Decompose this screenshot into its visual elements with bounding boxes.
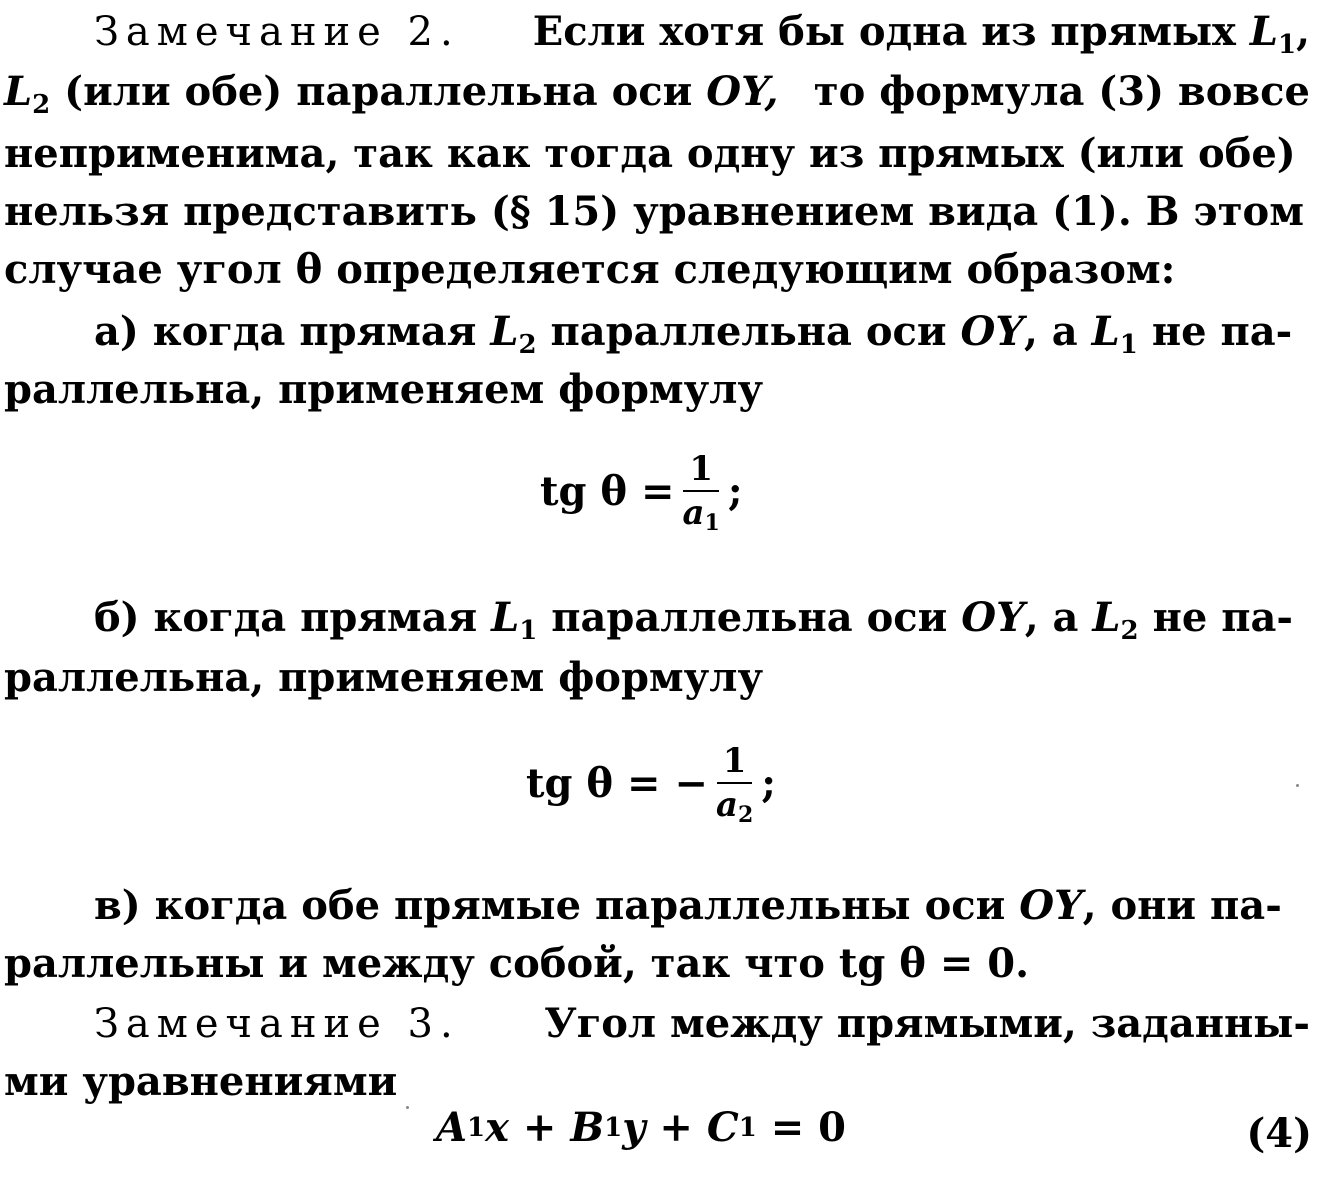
- case-c-text-2: , они па-: [1082, 882, 1282, 929]
- case-b-L-other-sub: 2: [1120, 616, 1139, 646]
- case-a-axis-OY: OY: [960, 308, 1024, 355]
- case-b-L-other-letter: L: [1092, 594, 1121, 641]
- case-a-text-4: не па-: [1151, 308, 1293, 355]
- case-b-axis-OY: OY: [961, 594, 1025, 641]
- formula-a: [540, 448, 743, 534]
- case-c-axis-OY: OY: [1019, 882, 1083, 929]
- eq-C: C: [706, 1104, 739, 1151]
- line-L1: [1249, 8, 1297, 60]
- formula-b-end: ;: [761, 759, 777, 807]
- remark2-line-5: случае угол θ определяется следующим образом:: [4, 246, 1176, 293]
- formula-a-numerator: 1: [683, 448, 719, 492]
- case-a-line-L: [490, 308, 537, 360]
- case-b-line-L: [491, 594, 538, 646]
- eq-y: y +: [622, 1104, 707, 1151]
- remark2-text-1a: Если хотя бы одна из прямых: [532, 8, 1236, 55]
- remark3-line-1: [94, 994, 1310, 1054]
- equation-number: (4): [1246, 1110, 1312, 1157]
- scan-speck: [406, 1106, 409, 1109]
- line-L2: [4, 68, 51, 120]
- remark2-line-1: [94, 2, 1310, 62]
- formula-b-numerator: 1: [717, 740, 753, 784]
- remark2-line-4: нельзя представить (§ 15) уравнением вида (1). В этом: [4, 188, 1304, 235]
- eq-rest: = 0: [756, 1104, 847, 1151]
- case-b-L-sub: 1: [519, 616, 538, 646]
- case-a-L-other-sub: 1: [1119, 330, 1138, 360]
- case-b-text-4: не па-: [1152, 594, 1294, 641]
- formula-a-den-letter: a: [682, 493, 705, 533]
- remark3-heading: Замечание 3.: [94, 1001, 460, 1047]
- scan-speck: [1296, 784, 1299, 787]
- formula-b-denominator: [716, 784, 753, 826]
- equation-4: A 1 x + B 1 y + C 1 = 0: [436, 1104, 847, 1151]
- formula-a-lhs: tg θ =: [540, 467, 675, 515]
- case-b-line-1: [94, 588, 1293, 648]
- remark2-heading: Замечание 2.: [94, 9, 460, 55]
- case-b-line-2: раллельна, применяем формулу: [4, 654, 764, 701]
- line-L1-sub: 1: [1277, 30, 1297, 60]
- eq-B: B: [570, 1104, 605, 1151]
- remark2-text-2a: (или обе) параллельна оси: [64, 68, 693, 115]
- formula-b-lhs: tg θ = −: [526, 759, 708, 807]
- case-c-line-2: раллельны и между собой, так что tg θ = 0.: [4, 940, 1030, 987]
- formula-a-den-sub: 1: [704, 510, 720, 536]
- case-a-L-other-letter: L: [1091, 308, 1120, 355]
- remark2-line-2: [4, 62, 1310, 122]
- case-a-L-sub: 2: [518, 330, 537, 360]
- formula-a-end: ;: [727, 467, 743, 515]
- case-a-text-3: , а: [1023, 308, 1078, 355]
- formula-b-fraction: [716, 740, 753, 826]
- formula-a-fraction: [683, 448, 720, 534]
- case-a-text-1: а) когда прямая: [94, 308, 477, 355]
- remark3-line-2: ми уравнениями: [4, 1058, 398, 1105]
- eq-x: x +: [485, 1104, 571, 1151]
- remark3-text-1: Угол между прямыми, заданны-: [544, 1000, 1310, 1047]
- remark2-text-2b: то формула (3) вовсе: [813, 68, 1310, 115]
- line-L2-sub: 2: [32, 90, 51, 120]
- eq-A: A: [436, 1104, 468, 1151]
- case-b-text-2: параллельна оси: [551, 594, 948, 641]
- case-a-L-letter: L: [490, 308, 519, 355]
- line-L1-letter: L: [1249, 8, 1278, 55]
- axis-OY: OY,: [706, 68, 779, 115]
- remark2-text-1: [533, 2, 1310, 62]
- case-c-line-1: [94, 876, 1282, 936]
- formula-a-denominator: [683, 492, 720, 534]
- case-c-text-1: в) когда обе прямые параллельны оси: [94, 882, 1006, 929]
- line-L2-letter: L: [4, 68, 33, 115]
- case-b-text-1: б) когда прямая: [94, 594, 478, 641]
- formula-b-den-letter: a: [715, 785, 738, 825]
- case-a-text-2: параллельна оси: [550, 308, 947, 355]
- formula-b: [526, 740, 776, 826]
- case-b-line-L-other: [1092, 594, 1139, 646]
- case-a-line-L-other: [1091, 308, 1138, 360]
- comma: ,: [1296, 8, 1310, 55]
- remark2-line-3: неприменима, так как тогда одну из прямых (или обе): [4, 130, 1296, 177]
- remark2-text-2: [4, 62, 778, 122]
- case-b-L-letter: L: [491, 594, 520, 641]
- case-a-line-2: раллельна, применяем формулу: [4, 366, 764, 413]
- case-b-text-3: , а: [1024, 594, 1079, 641]
- case-a-line-1: [94, 302, 1292, 362]
- formula-b-den-sub: 2: [737, 802, 754, 828]
